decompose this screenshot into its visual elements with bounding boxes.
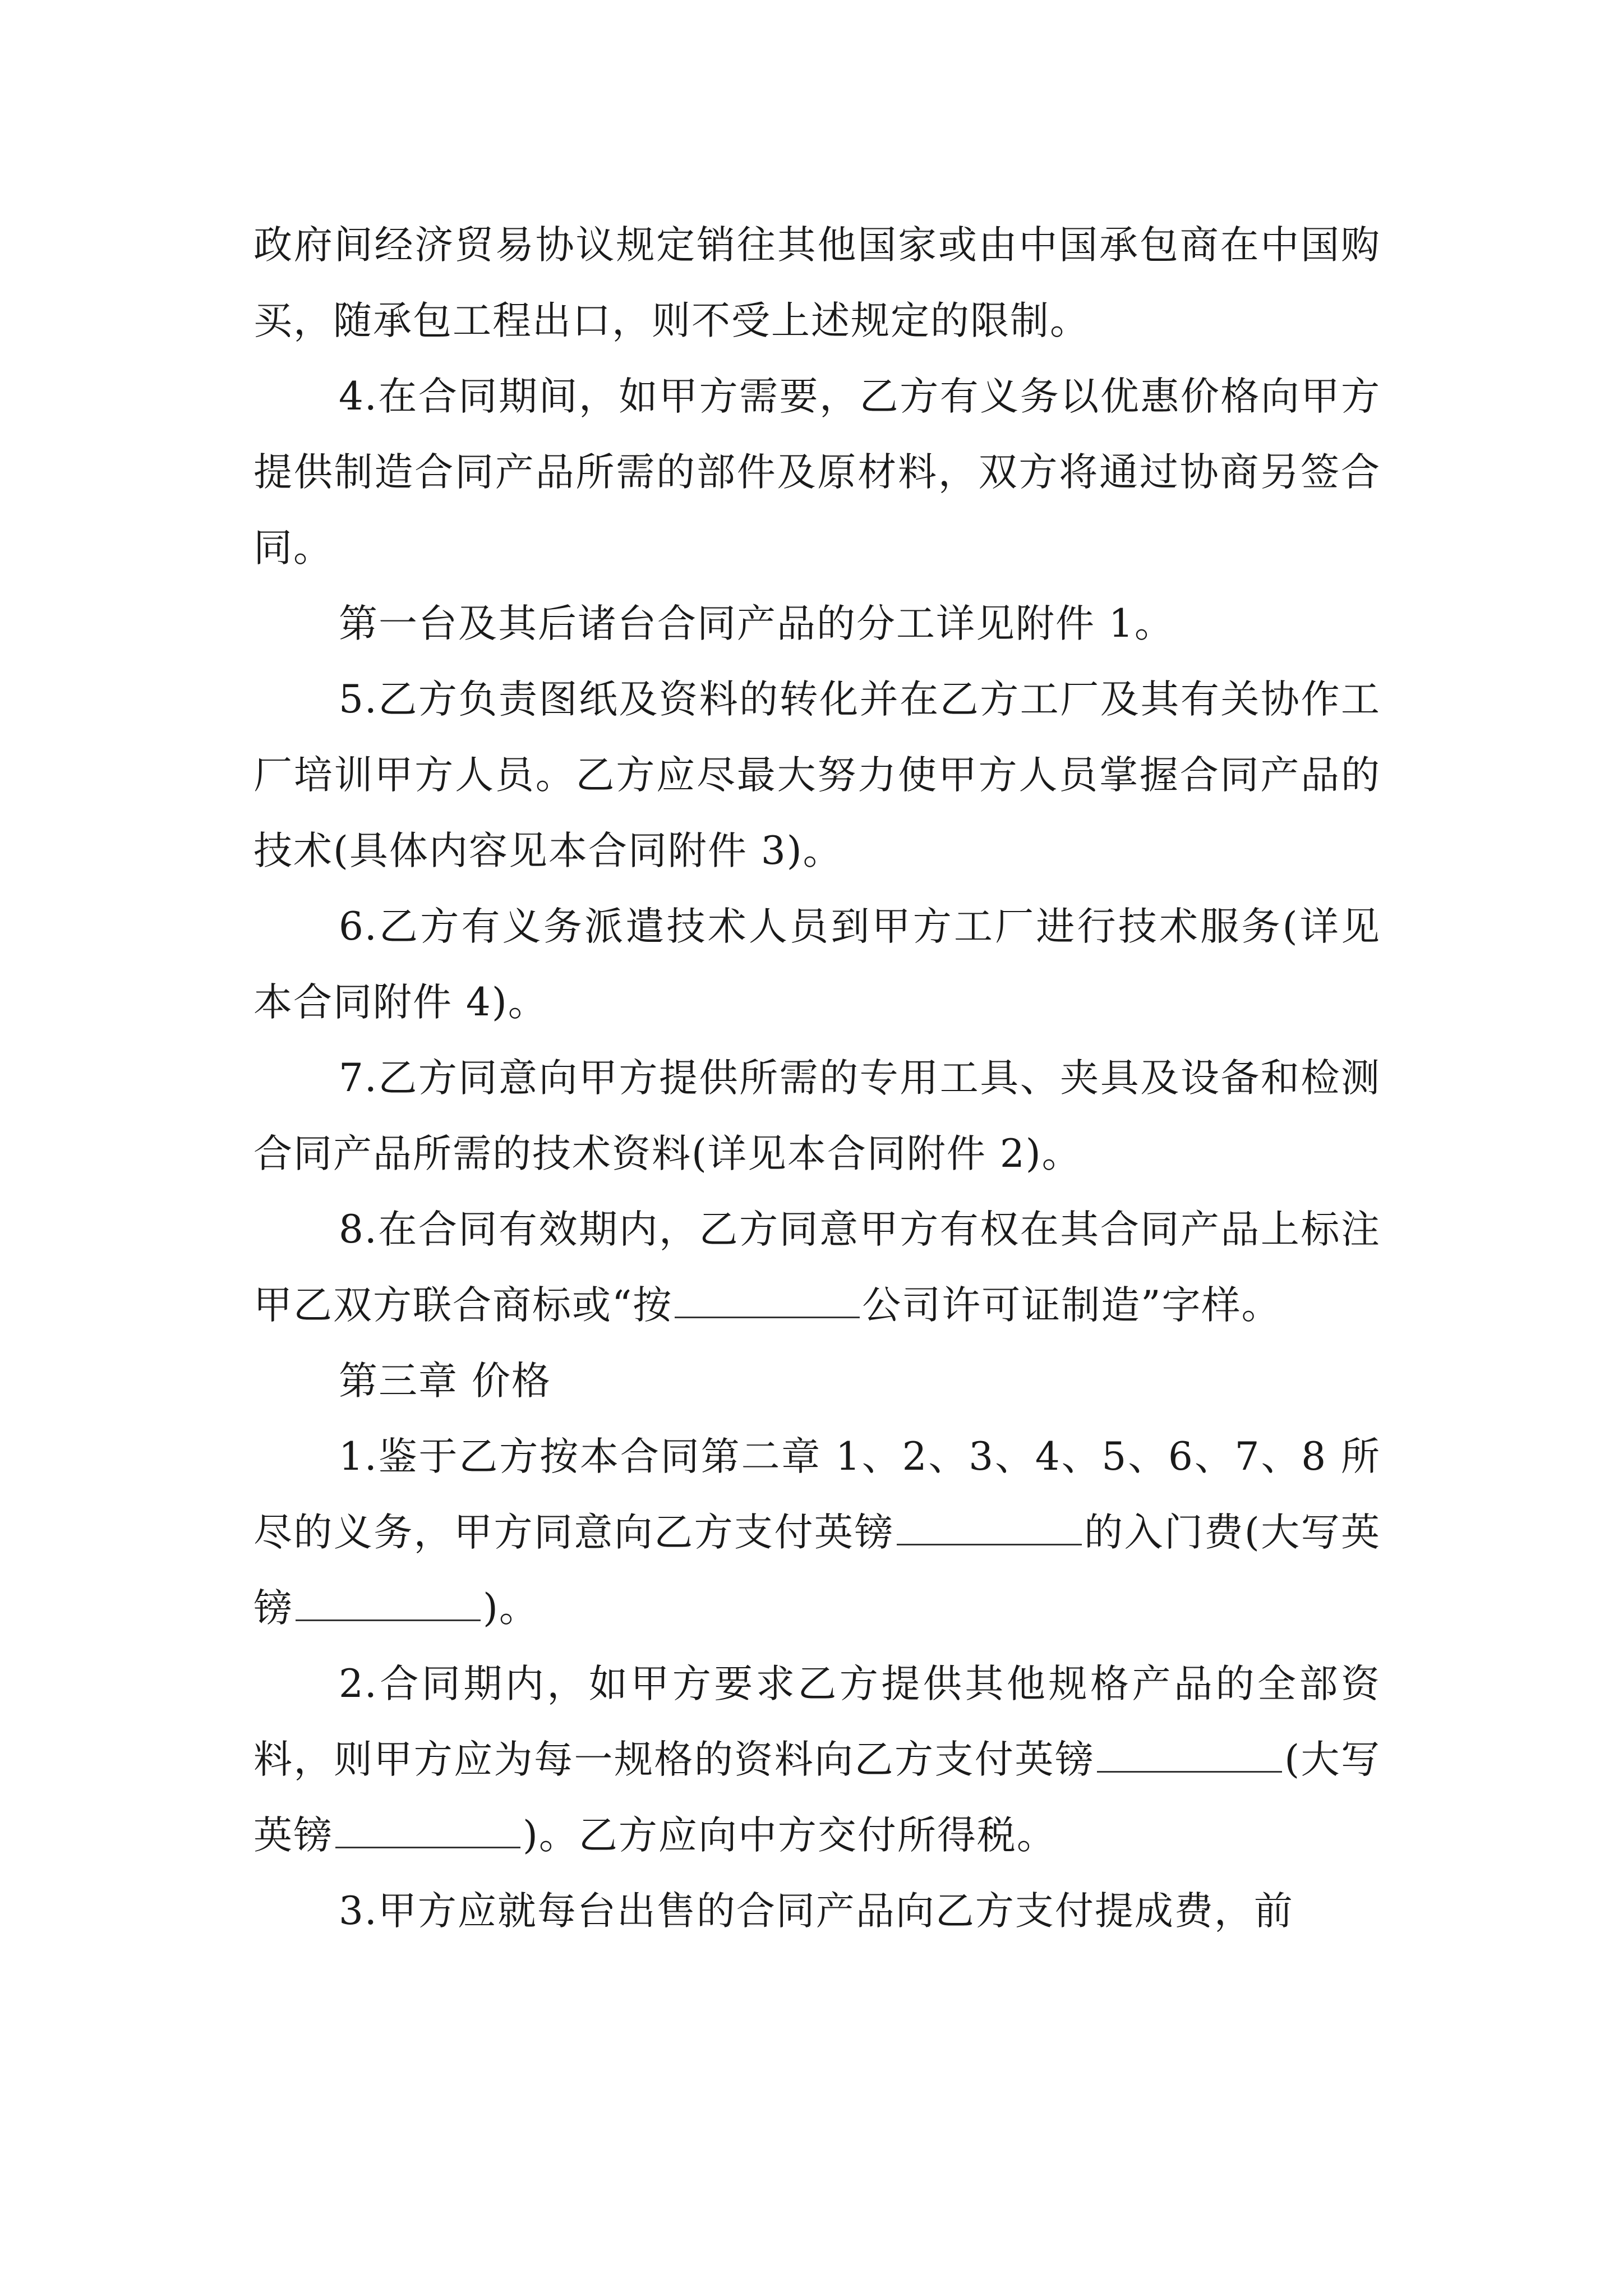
clause-6: 6.乙方有义务派遣技术人员到甲方工厂进行技术服务(详见本合同附件 4)。	[253, 904, 1381, 1025]
blank-entry-fee-words[interactable]	[296, 1586, 481, 1621]
blank-entry-fee-amount[interactable]	[897, 1510, 1082, 1545]
price-clause-1	[253, 1419, 1381, 1646]
clause-7: 7.乙方同意向甲方提供所需的专用工具、夹具及设备和检测合同产品所需的技术资料(详见本合同附件 2)。	[253, 1056, 1381, 1176]
price-clause-2	[253, 1646, 1381, 1874]
blank-company-name[interactable]	[675, 1283, 860, 1318]
price-clause-1-text-a: 1.鉴于乙方按本合同第二章 1、2、3、4、5、6、7、8 所尽的义务，甲方同意向乙方支付英镑	[253, 1434, 1381, 1555]
clause-division-note: 第一台及其后诸台合同产品的分工详见附件 1。	[339, 601, 1174, 646]
price-clause-2-text-c: )。乙方应向中方交付所得税。	[523, 1813, 1057, 1858]
price-clause-1-text-c: )。	[483, 1586, 539, 1631]
price-clause-2-text-a: 2.合同期内，如甲方要求乙方提供其他规格产品的全部资料，则甲方应为每一规格的资料向乙方支付英镑	[253, 1662, 1381, 1782]
chapter-heading: 第三章 价格	[339, 1359, 551, 1404]
clause-5: 5.乙方负责图纸及资料的转化并在乙方工厂及其有关协作工厂培训甲方人员。乙方应尽最大努力使甲方人员掌握合同产品的技术(具体内容见本合同附件 3)。	[253, 677, 1381, 873]
document-page	[253, 208, 1381, 1949]
price-clause-3: 3.甲方应就每台出售的合同产品向乙方支付提成费，前	[339, 1889, 1294, 1934]
clause-8	[253, 1192, 1381, 1343]
blank-spec-fee-words[interactable]	[335, 1813, 520, 1848]
clause-8-text-a: 8.在合同有效期内，乙方同意甲方有权在其合同产品上标注甲乙双方联合商标或“按	[253, 1207, 1381, 1328]
paragraph-continuation: 政府间经济贸易协议规定销往其他国家或由中国承包商在中国购买，随承包工程出口，则不受上述规定的限制。	[253, 223, 1381, 343]
blank-spec-fee-amount[interactable]	[1097, 1737, 1282, 1773]
price-clause-2-text-b: (大写英镑	[253, 1737, 1381, 1858]
price-clause-1-text-b: 的入门费(大写英镑	[253, 1510, 1381, 1631]
clause-8-text-b: 公司许可证制造”字样。	[862, 1283, 1281, 1328]
clause-4: 4.在合同期间，如甲方需要，乙方有义务以优惠价格向甲方提供制造合同产品所需的部件及原材料，双方将通过协商另签合同。	[253, 374, 1381, 570]
